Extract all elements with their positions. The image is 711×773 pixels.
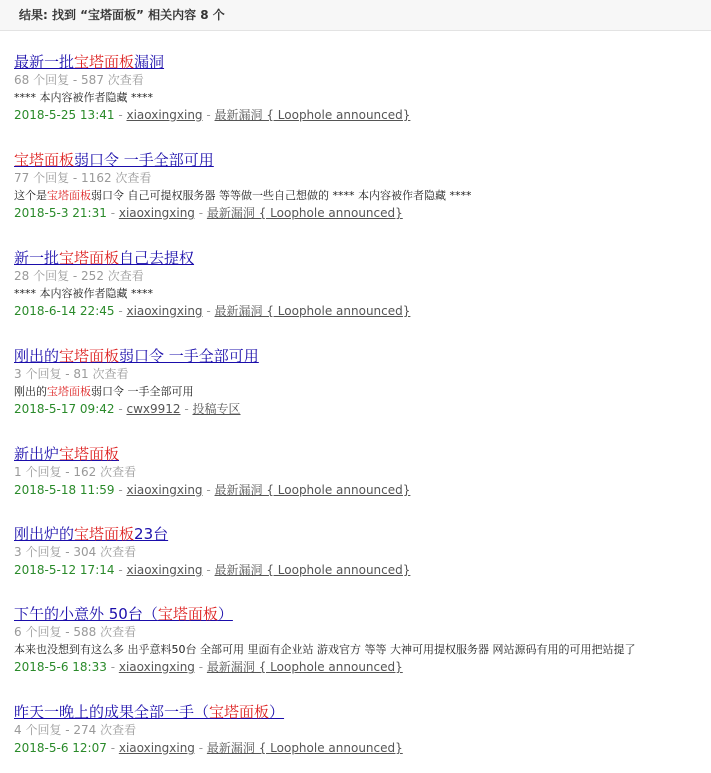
result-meta (14, 204, 471, 222)
title-text: 最新一批 (14, 53, 75, 71)
forum-link[interactable]: 最新漏洞 { Loophole announced} (214, 563, 411, 577)
keyword-highlight: 宝塔面板 (74, 53, 135, 71)
result-title-link[interactable] (14, 702, 284, 722)
keyword-highlight: 宝塔面板 (157, 605, 218, 623)
result-item (14, 702, 403, 757)
forum-link[interactable]: 最新漏洞 { Loophole announced} (214, 108, 411, 122)
author-link[interactable]: cwx9912 (126, 402, 181, 416)
result-title-link[interactable] (14, 346, 259, 366)
title-text: ） (217, 605, 233, 623)
keyword-highlight: 宝塔面板 (59, 347, 120, 365)
result-item (14, 248, 410, 320)
author-link[interactable]: xiaoxingxing (126, 304, 203, 318)
post-date: 2018-5-25 13:41 (14, 108, 115, 122)
post-date: 2018-5-6 12:07 (14, 741, 107, 755)
separator: - (106, 206, 119, 220)
keyword-highlight: 宝塔面板 (59, 249, 120, 267)
result-item (14, 346, 259, 418)
result-title-link[interactable] (14, 150, 214, 170)
separator: - (194, 206, 207, 220)
result-item (14, 150, 471, 222)
result-meta (14, 561, 410, 579)
author-link[interactable]: xiaoxingxing (126, 483, 203, 497)
result-summary (14, 187, 471, 204)
result-stats: 77 个回复 - 1162 次查看 (14, 171, 152, 185)
summary-text: 弱口令 自己可提权服务器 等等做一些自己想做的 **** 本内容被作者隐藏 **** (91, 189, 472, 202)
keyword-highlight: 宝塔面板 (14, 151, 75, 169)
result-meta (14, 481, 410, 499)
title-text: 自己去提权 (119, 249, 195, 267)
summary-text: 本来也没想到有这么多 出乎意料50台 全部可用 里面有企业站 游戏官方 等等 大神可用提权服务器 网站源码有用的可用把站提了 (14, 643, 636, 656)
forum-link[interactable]: 最新漏洞 { Loophole announced} (206, 660, 403, 674)
title-text: 漏洞 (134, 53, 165, 71)
keyword-highlight: 宝塔面板 (47, 385, 91, 398)
separator: - (202, 563, 215, 577)
result-summary (14, 641, 635, 658)
summary-text: 这个是 (14, 189, 47, 202)
author-link[interactable]: xiaoxingxing (118, 206, 195, 220)
result-item (14, 524, 410, 579)
post-date: 2018-6-14 22:45 (14, 304, 115, 318)
result-meta (14, 658, 635, 676)
result-stats: 68 个回复 - 587 次查看 (14, 73, 144, 87)
result-item (14, 444, 410, 499)
title-text: 弱口令 一手全部可用 (119, 347, 259, 365)
separator: - (106, 741, 119, 755)
title-text: ） (269, 703, 285, 721)
title-text: 刚出炉的 (14, 525, 75, 543)
separator: - (194, 741, 207, 755)
forum-link[interactable]: 最新漏洞 { Loophole announced} (214, 483, 411, 497)
result-summary (14, 89, 410, 106)
keyword-highlight: 宝塔面板 (209, 703, 270, 721)
result-title-link[interactable] (14, 444, 119, 464)
result-stats: 1 个回复 - 162 次查看 (14, 465, 137, 479)
title-text: 弱口令 一手全部可用 (74, 151, 214, 169)
separator: - (202, 304, 215, 318)
result-meta (14, 106, 410, 124)
author-link[interactable]: xiaoxingxing (118, 660, 195, 674)
post-date: 2018-5-17 09:42 (14, 402, 115, 416)
forum-link[interactable]: 最新漏洞 { Loophole announced} (206, 741, 403, 755)
author-link[interactable]: xiaoxingxing (126, 563, 203, 577)
separator: - (114, 563, 127, 577)
separator: - (114, 402, 127, 416)
separator: - (114, 108, 127, 122)
title-text: 昨天一晚上的成果全部一手（ (14, 703, 210, 721)
result-meta (14, 400, 259, 418)
result-stats: 3 个回复 - 81 次查看 (14, 367, 129, 381)
result-title-link[interactable] (14, 52, 164, 72)
post-date: 2018-5-6 18:33 (14, 660, 107, 674)
separator: - (202, 483, 215, 497)
title-text: 新一批 (14, 249, 60, 267)
author-link[interactable]: xiaoxingxing (118, 741, 195, 755)
separator: - (180, 402, 193, 416)
title-text: 刚出的 (14, 347, 60, 365)
keyword-highlight: 宝塔面板 (59, 445, 120, 463)
post-date: 2018-5-18 11:59 (14, 483, 115, 497)
result-meta (14, 302, 410, 320)
result-stats: 3 个回复 - 304 次查看 (14, 545, 137, 559)
summary-text: **** 本内容被作者隐藏 **** (14, 287, 153, 300)
result-title-link[interactable] (14, 248, 194, 268)
keyword-highlight: 宝塔面板 (74, 525, 135, 543)
forum-link[interactable]: 最新漏洞 { Loophole announced} (206, 206, 403, 220)
result-item (14, 52, 410, 124)
forum-link[interactable]: 最新漏洞 { Loophole announced} (214, 304, 411, 318)
result-meta (14, 739, 403, 757)
title-text: 新出炉 (14, 445, 60, 463)
summary-text: **** 本内容被作者隐藏 **** (14, 91, 153, 104)
result-title-link[interactable] (14, 604, 233, 624)
post-date: 2018-5-3 21:31 (14, 206, 107, 220)
post-date: 2018-5-12 17:14 (14, 563, 115, 577)
results-header: 结果: 找到 “宝塔面板” 相关内容 8 个 (0, 0, 711, 31)
summary-text: 弱口令 一手全部可用 (91, 385, 194, 398)
keyword-highlight: 宝塔面板 (47, 189, 91, 202)
separator: - (106, 660, 119, 674)
result-title-link[interactable] (14, 524, 168, 544)
title-text: 下午的小意外 50台（ (14, 605, 158, 623)
result-summary (14, 285, 410, 302)
result-item (14, 604, 635, 676)
result-stats: 28 个回复 - 252 次查看 (14, 269, 144, 283)
result-summary (14, 383, 259, 400)
separator: - (114, 304, 127, 318)
result-stats: 4 个回复 - 274 次查看 (14, 723, 137, 737)
title-text: 23台 (134, 525, 169, 543)
summary-text: 刚出的 (14, 385, 47, 398)
separator: - (202, 108, 215, 122)
result-stats: 6 个回复 - 588 次查看 (14, 625, 137, 639)
separator: - (114, 483, 127, 497)
forum-link[interactable]: 投稿专区 (192, 402, 241, 416)
author-link[interactable]: xiaoxingxing (126, 108, 203, 122)
separator: - (194, 660, 207, 674)
